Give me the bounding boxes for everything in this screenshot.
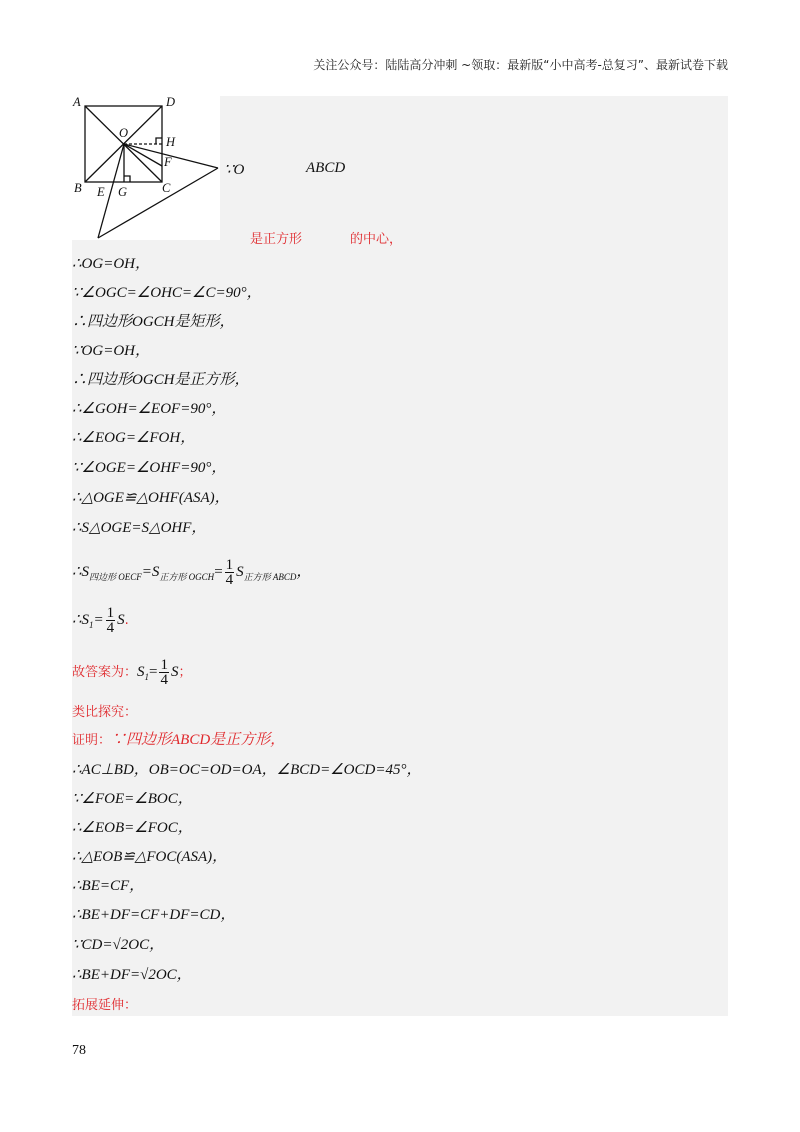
analogy-line-6: ∴BE+DF=CF+DF=CD，	[72, 907, 236, 923]
analogy-line-7: ∵CD=√2OC，	[72, 937, 165, 953]
proof-line-5: ∴四边形OGCH是正方形，	[72, 372, 250, 388]
label-H: H	[166, 135, 176, 149]
extension-title: 拓展延伸：	[72, 998, 138, 1013]
analogy-line-8: ∴BE+DF=√2OC，	[72, 967, 192, 983]
geometry-figure	[72, 96, 220, 240]
fraction-one-quarter: $\frac{1}{4}$	[225, 557, 234, 589]
proof-line-1: ∴OG=OH，	[72, 256, 150, 272]
analogy-line-5: ∴BE=CF，	[72, 878, 145, 894]
page-number: 78	[72, 1043, 86, 1058]
label-B: B	[74, 181, 82, 195]
label-D: D	[166, 96, 176, 109]
answer-line: 故答案为：$S_1=$ $\frac{1}{4}$ S；	[72, 657, 192, 689]
intro-because-o: ∵O	[224, 162, 245, 178]
label-F: F	[164, 155, 172, 169]
analogy-title: 类比探究：	[72, 705, 138, 720]
intro-is-square: 是正方形	[250, 232, 303, 247]
intro-center-of: 的中心，	[350, 232, 403, 247]
proof-line-4: ∵OG=OH，	[72, 343, 150, 359]
analogy-line-4: ∴△EOB≌△FOC(ASA)，	[72, 849, 228, 865]
analogy-proof-first: 证明：∵四边形ABCD是正方形，	[72, 732, 286, 748]
proof-line-6: ∴∠GOH=∠EOF=90°，	[72, 401, 227, 417]
label-A: A	[73, 96, 81, 109]
page-header: 关注公众号：陆陆高分冲刺 ~领取：最新版“小中高考-总复习”、最新试卷下载	[313, 58, 728, 72]
label-E: E	[97, 185, 105, 199]
proof-line-8: ∵∠OGE=∠OHF=90°，	[72, 460, 227, 476]
analogy-line-3: ∴∠EOB=∠FOC，	[72, 820, 193, 836]
area-relation-line: $\therefore S_{四边形 OECF}=S_{正方形 OGCH}=$ $\frac{1}{4}$ $S_{正方形 ABCD}$，	[72, 557, 312, 589]
label-G: G	[118, 185, 128, 199]
proof-line-2: ∵∠OGC=∠OHC=∠C=90°，	[72, 285, 262, 301]
proof-line-10: ∴S△OGE=S△OHF，	[72, 520, 207, 536]
proof-line-9: ∴△OGE≌△OHF(ASA)，	[72, 490, 230, 506]
label-C: C	[162, 181, 171, 195]
label-O: O	[119, 126, 129, 140]
analogy-line-1: ∴AC⊥BD，OB=OC=OD=OA，∠BCD=∠OCD=45°，	[72, 762, 422, 778]
analogy-line-2: ∵∠FOE=∠BOC，	[72, 791, 193, 807]
square-diagram	[72, 96, 220, 240]
intro-square-name: ABCD	[306, 160, 346, 176]
s1-relation-line: $\therefore S_1=$ $\frac{1}{4}$ S.	[72, 605, 129, 637]
proof-line-3: ∴四边形OGCH是矩形，	[72, 314, 235, 330]
proof-line-7: ∴∠EOG=∠FOH，	[72, 430, 196, 446]
